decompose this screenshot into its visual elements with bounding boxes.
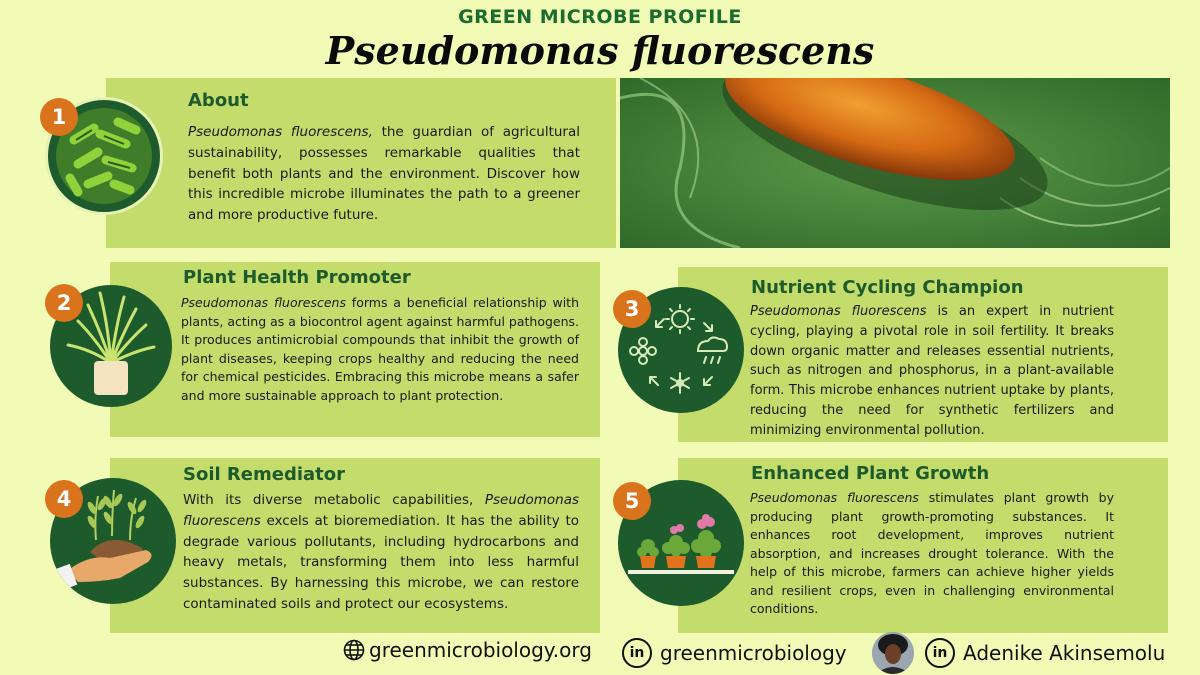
plant-growth-text bbox=[750, 489, 1114, 619]
linkedin-icon: in bbox=[925, 638, 955, 668]
linkedin-person-text: Adenike Akinsemolu bbox=[963, 641, 1166, 665]
website-link[interactable] bbox=[343, 638, 592, 662]
plant-growth-text-species: Pseudomonas fluorescens bbox=[750, 490, 919, 505]
section-3-number: 3 bbox=[613, 290, 651, 328]
plant-growth-title: Enhanced Plant Growth bbox=[751, 463, 990, 484]
soil-remediator-text-body: excels at bioremediation. It has the ability to degrade various pollutants, including hydrocarbons and heavy metals, transforming them into less harmful substances. By harnessing this microbe, we can restore contaminated soils and protect our ecosystems. bbox=[183, 512, 579, 612]
plant-health-text bbox=[181, 294, 579, 405]
page-title: Pseudomonas fluorescens bbox=[325, 28, 875, 73]
nutrient-cycling-text-body: is an expert in nutrient cycling, playing a pivotal role in soil fertility. It breaks down organic matter and releases essential nutrients, such as nitrogen and phosphorus, in a plant-available form. This microbe enhances nutrient uptake by plants, reducing the need for synthetic fertilizers and minimizing environmental pollution. bbox=[750, 304, 1115, 438]
soil-remediator-title: Soil Remediator bbox=[183, 464, 346, 485]
microscope-image bbox=[620, 78, 1170, 248]
globe-icon bbox=[343, 639, 365, 661]
plant-health-title: Plant Health Promoter bbox=[183, 267, 411, 288]
plant-growth-text-body: stimulates plant growth by producing plant growth-promoting substances. It enhances root development, improves nutrient absorption, and increases drought tolerance. With the help of this microbe, farmers can achieve higher yields and resilient crops, even in challenging environmental conditions. bbox=[750, 490, 1114, 616]
website-text: greenmicrobiology.org bbox=[369, 638, 592, 662]
section-1-number: 1 bbox=[40, 98, 78, 136]
soil-remediator-text-species: Pseudomonas fluorescens bbox=[183, 492, 579, 529]
linkedin-org-link[interactable] bbox=[622, 638, 847, 668]
profile-subtitle: GREEN MICROBE PROFILE bbox=[458, 6, 742, 28]
nutrient-cycling-text bbox=[750, 302, 1114, 441]
soil-remediator-text-intro: With its diverse metabolic capabilities, bbox=[183, 492, 485, 508]
linkedin-icon: in bbox=[622, 638, 652, 668]
linkedin-org-text: greenmicrobiology bbox=[660, 641, 847, 665]
section-2-number: 2 bbox=[45, 284, 83, 322]
about-text-species: Pseudomonas fluorescens, bbox=[188, 124, 373, 140]
nutrient-cycling-title: Nutrient Cycling Champion bbox=[751, 277, 1024, 298]
nutrient-cycling-text-species: Pseudomonas fluorescens bbox=[750, 304, 927, 319]
section-5-number: 5 bbox=[613, 482, 651, 520]
plant-health-text-body: forms a beneficial relationship with plants, acting as a biocontrol agent against harmful pathogens. It produces antimicrobial compounds that inhibit the growth of plant diseases, keeping crops healthy and reducing the need for chemical pesticides. Embracing this microbe means a safer and more sustainable approach to plant protection. bbox=[181, 295, 579, 403]
soil-remediator-text bbox=[183, 490, 579, 615]
about-text-body: the guardian of agricultural sustainability, possesses remarkable qualities that benefit both plants and the environment. Discover how this incredible microbe illuminates the path to a greener and more productive future. bbox=[188, 124, 580, 224]
linkedin-person-link[interactable] bbox=[925, 638, 1165, 668]
section-4-number: 4 bbox=[45, 480, 83, 518]
plant-health-text-species: Pseudomonas fluorescens bbox=[181, 295, 346, 310]
about-text bbox=[188, 122, 580, 226]
avatar bbox=[872, 632, 914, 674]
about-title: About bbox=[188, 90, 249, 111]
